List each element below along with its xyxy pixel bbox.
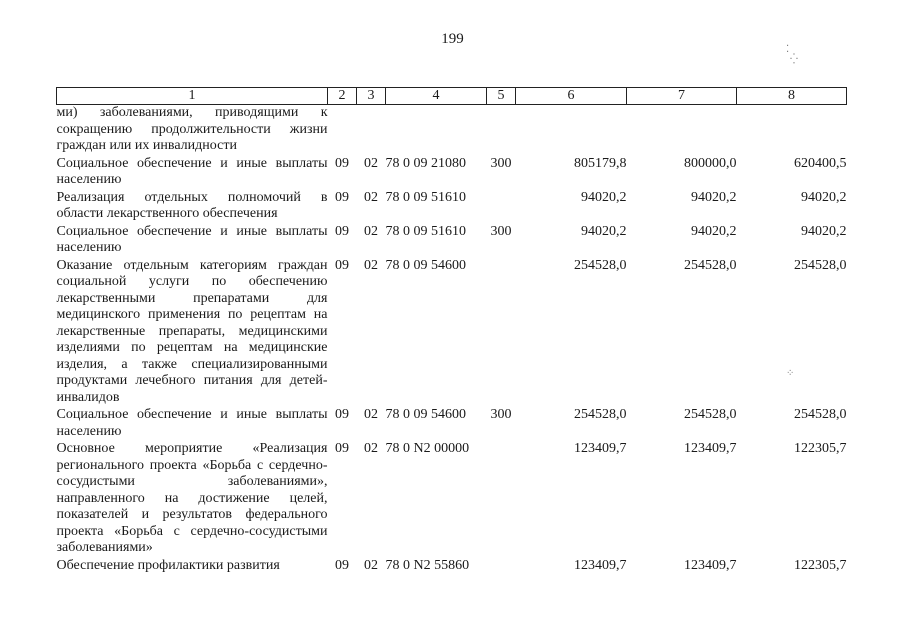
section-code [328, 105, 357, 156]
amount-col-6: 94020,2 [581, 189, 627, 205]
amount-col-7: 94020,2 [691, 223, 737, 239]
column-header: 7 [627, 88, 737, 105]
row-description: Социальное обеспечение и иные выплаты населению [56, 407, 328, 439]
amount-col-7 [627, 105, 737, 156]
row-description: ми) заболеваниями, приводящими к сокращению продолжительности жизни граждан или их инвалидности [56, 105, 328, 153]
table-row [57, 441, 847, 558]
amount-col-7: 123409,7 [684, 441, 737, 456]
target-article-code: 78 0 N2 55860 [385, 557, 470, 573]
amount-col-6 [516, 105, 627, 156]
section-code: 09 [335, 557, 349, 573]
amount-col-8: 94020,2 [801, 189, 847, 205]
section-code: 09 [335, 407, 349, 422]
subsection-code: 02 [364, 155, 378, 171]
column-header: 2 [328, 88, 357, 105]
amount-col-8: 254528,0 [794, 407, 847, 422]
budget-table [56, 87, 847, 574]
section-code: 09 [335, 155, 349, 171]
expense-type-code [487, 190, 516, 224]
page-number: 199 [441, 31, 464, 47]
subsection-code: 02 [364, 407, 378, 422]
target-article-code: 78 0 09 21080 [385, 155, 466, 171]
section-code: 09 [335, 257, 349, 273]
column-header: 3 [357, 88, 386, 105]
table-row [57, 190, 847, 224]
expense-type-code: 300 [490, 155, 512, 171]
expense-type-code [487, 258, 516, 408]
table-row [57, 156, 847, 190]
scan-mark: ⁚ [786, 44, 790, 55]
subsection-code: 02 [364, 557, 378, 573]
amount-col-7: 254528,0 [684, 407, 737, 422]
amount-col-8: 620400,5 [794, 155, 847, 171]
column-header: 6 [516, 88, 627, 105]
table-row [57, 224, 847, 258]
subsection-code: 02 [364, 441, 378, 456]
table-row [57, 558, 847, 575]
table-row [57, 258, 847, 408]
target-article-code: 78 0 09 54600 [385, 407, 466, 422]
target-article-code [386, 105, 487, 156]
row-description: Социальное обеспечение и иные выплаты населению [56, 223, 328, 255]
amount-col-6: 805179,8 [574, 155, 627, 171]
amount-col-8 [737, 105, 847, 156]
amount-col-8: 122305,7 [794, 441, 847, 456]
scan-mark: ⁘ [786, 368, 795, 379]
expense-type-code [487, 105, 516, 156]
row-description: Социальное обеспечение и иные выплаты населению [56, 155, 328, 187]
header-row [57, 88, 847, 105]
amount-col-7: 800000,0 [684, 155, 737, 171]
row-description: Обеспечение профилактики развития [56, 557, 280, 573]
expense-type-code [487, 441, 516, 558]
table-row [57, 407, 847, 441]
amount-col-6: 123409,7 [574, 441, 627, 456]
expense-type-code: 300 [490, 223, 512, 239]
section-code: 09 [335, 189, 349, 205]
expense-type-code [487, 558, 516, 575]
table-row [57, 105, 847, 156]
column-header: 5 [487, 88, 516, 105]
subsection-code [357, 105, 386, 156]
section-code: 09 [335, 441, 349, 456]
column-header: 4 [386, 88, 487, 105]
amount-col-7: 94020,2 [691, 189, 737, 205]
target-article-code: 78 0 09 51610 [385, 189, 466, 205]
amount-col-6: 254528,0 [574, 407, 627, 422]
subsection-code: 02 [364, 257, 378, 273]
amount-col-8: 254528,0 [794, 257, 847, 273]
row-description: Реализация отдельных полномочий в области лекарственного обеспечения [56, 189, 328, 221]
target-article-code: 78 0 09 51610 [385, 223, 466, 239]
column-header: 1 [57, 88, 328, 105]
amount-col-8: 122305,7 [794, 557, 847, 573]
expense-type-code: 300 [490, 407, 512, 422]
amount-col-8: 94020,2 [801, 223, 847, 239]
amount-col-7: 123409,7 [684, 557, 737, 573]
target-article-code: 78 0 N2 00000 [385, 441, 470, 456]
subsection-code: 02 [364, 189, 378, 205]
amount-col-6: 254528,0 [574, 257, 627, 273]
amount-col-6: 123409,7 [574, 557, 627, 573]
target-article-code: 78 0 09 54600 [385, 257, 466, 273]
row-description: Оказание отдельным категориям граждан социальной услуги по обеспечению лекарственными препаратами для медицинского применения по рецептам на лекарственные препараты, медицинскими изделиями по рецептам на медицинские изделия, а также специализированными продуктами лечебного питания для детей-инвалидов [56, 257, 328, 405]
subsection-code: 02 [364, 223, 378, 239]
amount-col-7: 254528,0 [684, 257, 737, 273]
scan-mark: ⁛ [790, 54, 798, 65]
amount-col-6: 94020,2 [581, 223, 627, 239]
section-code: 09 [335, 223, 349, 239]
column-header: 8 [737, 88, 847, 105]
row-description: Основное мероприятие «Реализация регионального проекта «Борьба с сердечно-сосудистыми заболеваниями», направленного на достижение целей, показателей и результатов федерального проекта «Борьба с сердечно-сосудистыми заболеваниями» [56, 441, 328, 555]
